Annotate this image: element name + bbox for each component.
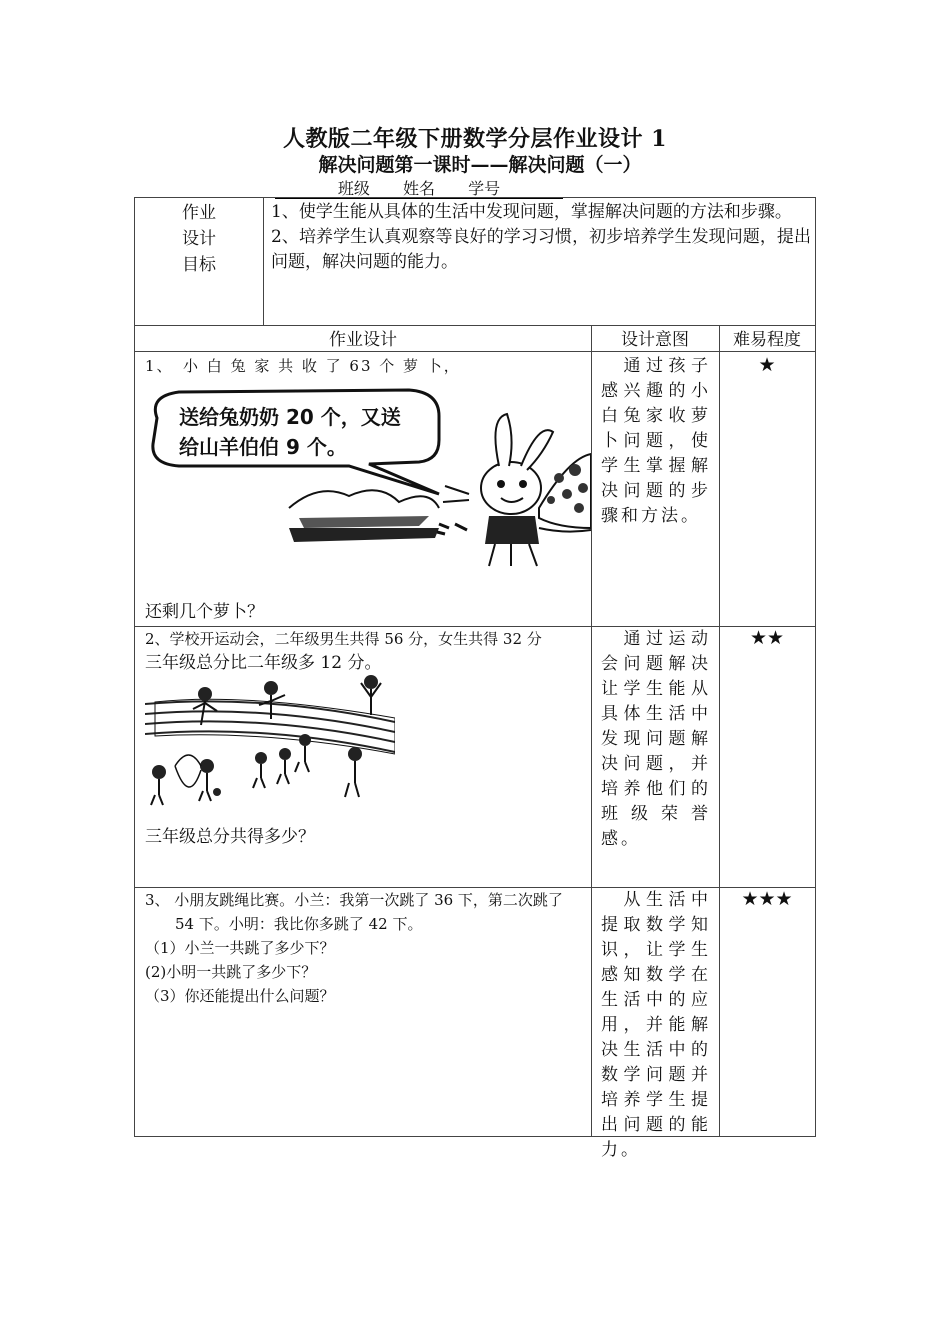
goal-item-2: 2、培养学生认真观察等良好的学习习惯，初步培养学生发现问题，提出问题，解决问题的能力。 — [271, 227, 811, 272]
question-3-difficulty: ★★★ — [741, 888, 793, 910]
question-2-line-2: 三年级总分比二年级多 12 分。 — [145, 653, 382, 673]
homework-table — [134, 197, 816, 1160]
question-2-ask: 三年级总分共得多少？ — [145, 827, 315, 847]
name-label: 姓名 — [402, 179, 435, 198]
question-1-intent: 通过孩子感兴趣的小白兔家收萝卜问题，使学生掌握解决问题的步骤和方法。 — [601, 356, 711, 526]
question-1-text: 1、 小 白 兔 家 共 收 了 63 个 萝 卜， — [145, 357, 461, 375]
id-label: 学号 — [468, 179, 501, 198]
col-header-difficulty: 难易程度 — [733, 330, 801, 350]
goal-label: 作业 设计 目标 — [182, 203, 216, 275]
question-2-line-1: 2、学校开运动会，二年级男生共得 56 分，女生共得 32 分 — [145, 630, 542, 648]
question-3-line-1: 3、 小朋友跳绳比赛。小兰：我第一次跳了 36 下，第二次跳了 — [145, 891, 563, 909]
col-header-intent: 设计意图 — [621, 330, 689, 350]
question-2-intent: 通过运动会问题解决让学生能从具体生活中发现问题解决问题，并培养他们的班级荣誉感。 — [601, 629, 711, 849]
question-2-difficulty: ★★ — [749, 627, 785, 649]
goal-text — [271, 200, 811, 275]
col-header-design: 作业设计 — [329, 330, 397, 350]
question-3-item-3: （3）你还能提出什么问题？ — [145, 987, 335, 1005]
bubble-line-1: 送给兔奶奶 20 个，又送 — [179, 405, 401, 429]
class-label: 班级 — [337, 179, 370, 198]
question-1-difficulty: ★ — [758, 354, 776, 376]
question-3-item-2: (2)小明一共跳了多少下？ — [145, 963, 317, 981]
rabbit-illustration — [139, 378, 591, 588]
student-info-line — [275, 176, 563, 199]
question-3-line-2: 54 下。小明：我比你多跳了 42 下。 — [145, 915, 423, 933]
document-title: 人教版二年级下册数学分层作业设计 1 — [283, 126, 667, 152]
question-3-item-1: （1）小兰一共跳了多少下？ — [145, 939, 335, 957]
sports-meet-illustration — [145, 674, 395, 809]
question-1-ask: 还剩几个萝卜？ — [145, 602, 264, 622]
document-subtitle: 解决问题第一课时——解决问题（一） — [318, 154, 642, 176]
goal-item-1: 1、使学生能从具体的生活中发现问题，掌握解决问题的方法和步骤。 — [271, 202, 792, 222]
bubble-line-2: 给山羊伯伯 9 个。 — [179, 435, 347, 459]
question-3-intent: 从生活中提取数学知识，让学生感知数学在生活中的应用，并能解决生活中的数学问题并培养学生提出问题的能力。 — [601, 890, 711, 1160]
